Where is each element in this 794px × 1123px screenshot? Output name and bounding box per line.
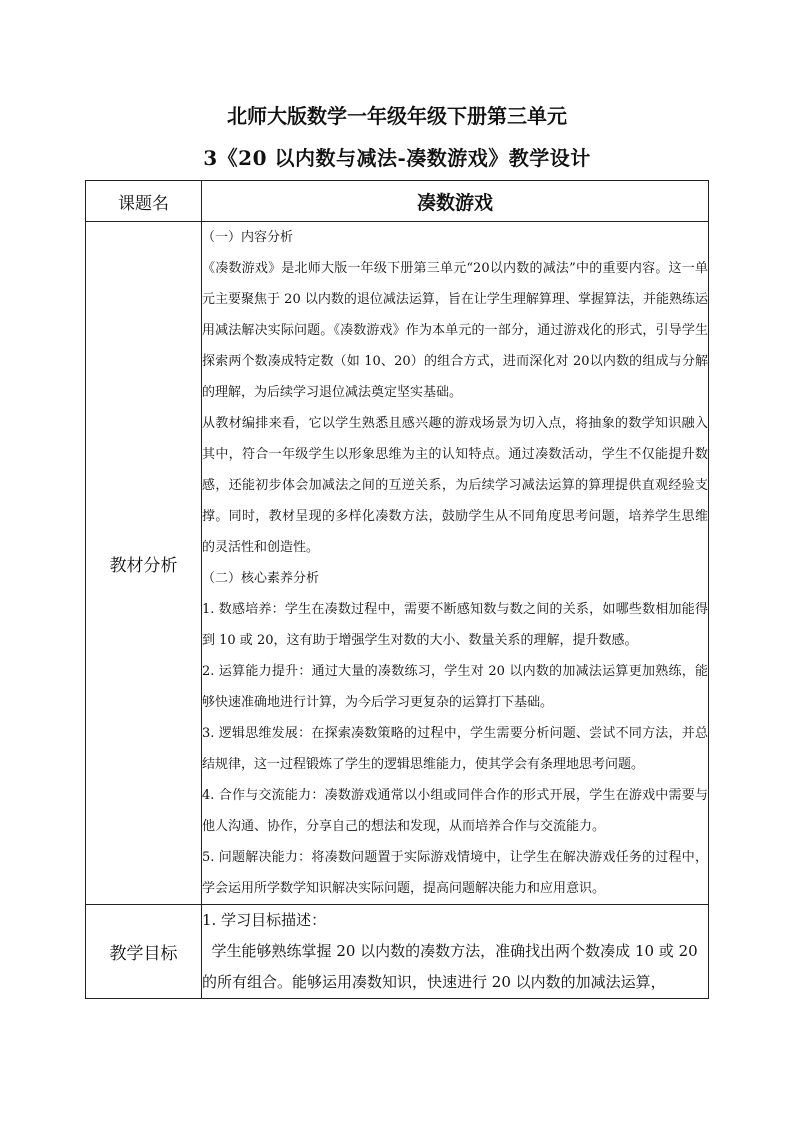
topic-label: 课题名 <box>86 181 202 222</box>
goals-description: 学生能够熟练掌握 20 以内数的凑数方法，准确找出两个数凑成 10 或 20 的所有组合。能够运用凑数知识，快速进行 20 以内数的加减法运算， <box>202 942 703 991</box>
analysis-paragraph: 《凑数游戏》是北师大版一年级下册第三单元“20以内数的减法”中的重要内容。这一单元主要聚焦于 20 以内数的退位减法运算，旨在让学生理解算理、掌握算法，并能熟练运用减法解决实际问题。《凑数游戏》作为本单元的一部分，通过游戏化的形式，引导学生探索两个数凑成特定数（如 10、20）的组合方式，进而深化对 20以内数的组成与分解的理解，为后续学习退位减法奠定坚实基础。 <box>202 261 708 400</box>
literacy-item: 2. 运算能力提升：通过大量的凑数练习，学生对 20 以内数的加减法运算更加熟练，能够快速准确地进行计算，为今后学习更复杂的运算打下基础。 <box>202 664 708 710</box>
document-title: 北师大版数学一年级年级下册第三单元 <box>227 104 567 128</box>
lesson-plan-table <box>85 180 709 999</box>
analysis-paragraph: 从教材编排来看，它以学生熟悉且感兴趣的游戏场景为切入点，将抽象的数学知识融入其中，符合一年级学生以形象思维为主的认知特点。通过凑数活动，学生不仅能提升数感，还能初步体会加减法之间的互逆关系，为后续学习减法运算的算理提供直观经验支撑。同时，教材呈现的多样化凑数方法，鼓励学生从不同角度思考问题，培养学生思维的灵活性和创造性。 <box>202 416 708 555</box>
literacy-item: 5. 问题解决能力：将凑数问题置于实际游戏情境中，让学生在解决游戏任务的过程中，学会运用所学数学知识解决实际问题，提高问题解决能力和应用意识。 <box>202 850 708 896</box>
goals-label: 教学目标 <box>86 905 202 999</box>
analysis-heading-literacy: （二）核心素养分析 <box>202 571 320 586</box>
goals-heading: 1. 学习目标描述： <box>202 911 327 929</box>
literacy-item: 1. 数感培养：学生在凑数过程中，需要不断感知数与数之间的关系，如哪些数相加能得到 10 或 20，这有助于增强学生对数的大小、数量关系的理解，提升数感。 <box>202 602 708 648</box>
topic-row <box>86 181 709 222</box>
analysis-content <box>202 222 709 905</box>
topic-value: 凑数游戏 <box>202 181 709 222</box>
analysis-heading-content: （一）内容分析 <box>202 230 294 245</box>
goals-content <box>202 905 709 999</box>
goals-row <box>86 905 709 999</box>
document-subtitle: 3《20 以内数与减法-凑数游戏》教学设计 <box>203 146 591 170</box>
literacy-item: 3. 逻辑思维发展：在探索凑数策略的过程中，学生需要分析问题、尝试不同方法，并总结规律，这一过程锻炼了学生的逻辑思维能力，使其学会有条理地思考问题。 <box>202 726 708 772</box>
analysis-label: 教材分析 <box>86 222 202 905</box>
literacy-item: 4. 合作与交流能力：凑数游戏通常以小组或同伴合作的形式开展，学生在游戏中需要与他人沟通、协作，分享自己的想法和发现，从而培养合作与交流能力。 <box>202 788 708 834</box>
analysis-row <box>86 222 709 905</box>
